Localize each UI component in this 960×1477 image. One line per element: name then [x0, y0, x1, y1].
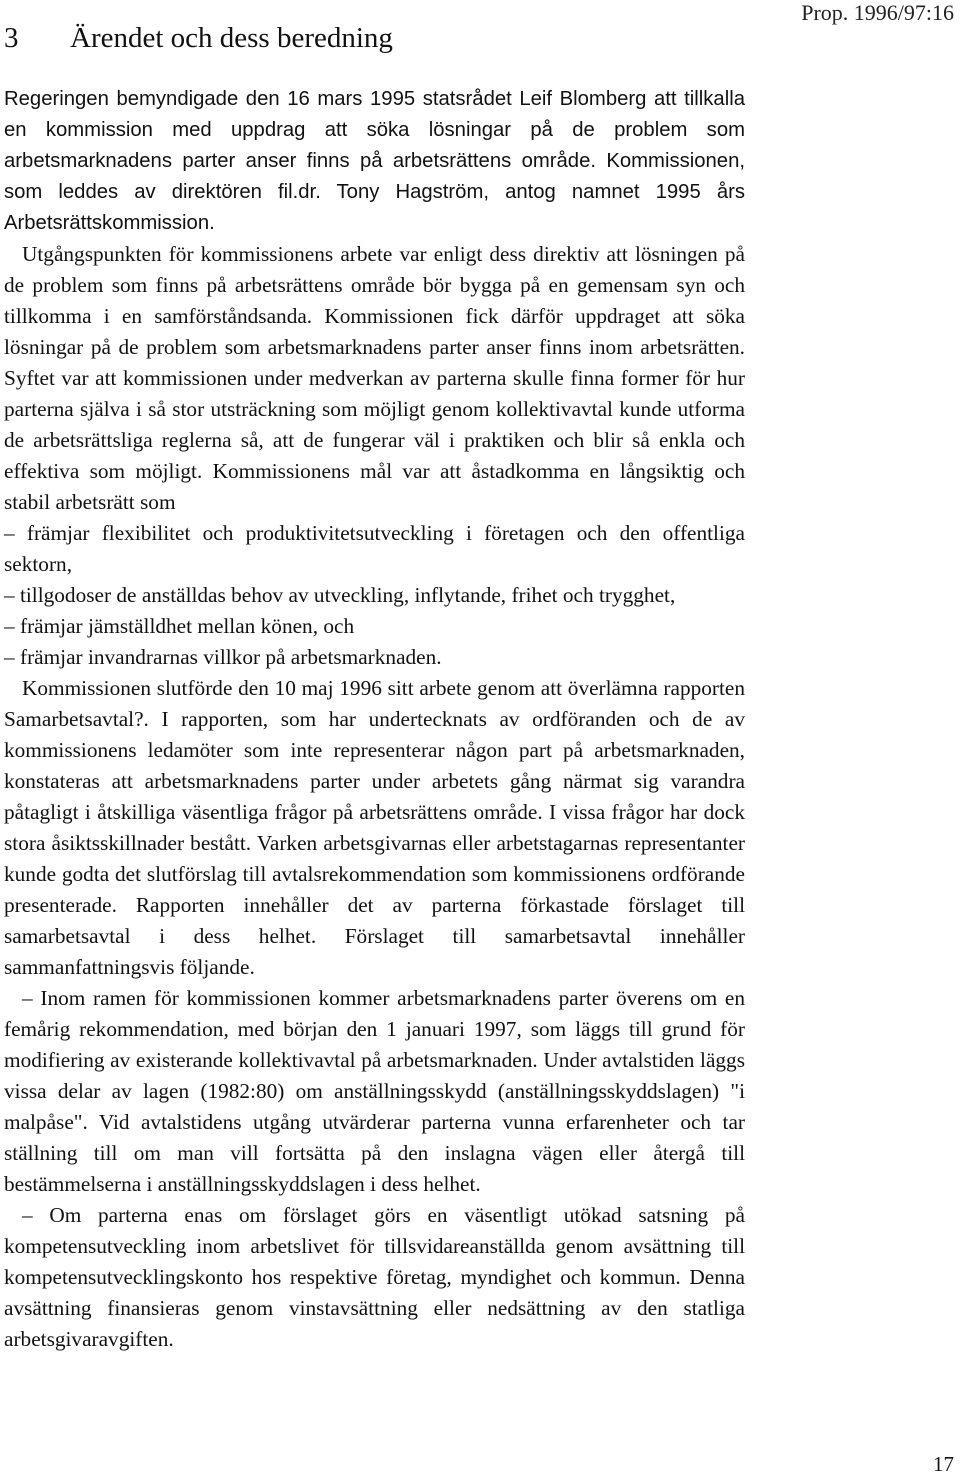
paragraph-proposal-2: – Om parterna enas om förslaget görs en väsentligt utökad satsning på kompetensutveckling inom arbetslivet för tillsvidareanställda genom avsättning till kompetensutvecklingskonto hos respektive företag, myndighet och kommun. Denna avsättning finansieras genom vinstavsättning eller nedsättning av den statliga arbetsgivaravgiften. [4, 1203, 745, 1351]
chapter-title: Ärendet och dess beredning [70, 22, 393, 54]
paragraph-starting-point: Utgångspunkten för kommissionens arbete var enligt dess direktiv att lösningen på de problem som finns på arbetsrättens område bör bygga på en gemensam syn och tillkomma i en samförståndsanda. Kommissionen fick därför uppdraget att söka lösningar på de problem som arbetsmarknadens parter anser finns inom arbetsrätten. Syftet var att kommissionen under medverkan av parterna skulle finna former för hur parterna själva i så stor utsträckning som möjligt genom kollektivavtal kunde utforma de arbetsrättsliga reglerna så, att de fungerar väl i praktiken och blir så enkla och effektiva som möjligt. Kommissionens mål var att åstadkomma en långsiktig och stabil arbetsrätt som [4, 242, 745, 514]
chapter-number: 3 [4, 22, 19, 54]
list-item: – främjar invandrarnas villkor på arbetsmarknaden. [4, 645, 442, 669]
list-item: – främjar jämställdhet mellan könen, och [4, 614, 355, 638]
document-reference: Prop. 1996/97:16 [801, 0, 954, 25]
paragraph-proposal-1: – Inom ramen för kommissionen kommer arbetsmarknadens parter överens om en femårig rekommendation, med början den 1 januari 1997, som läggs till grund för modifiering av existerande kollektivavtal på arbetsmarknaden. Under avtalstiden läggs vissa delar av lagen (1982:80) om anställningsskydd (anställningsskyddslagen) "i malpåse". Vid avtalstidens utgång utvärderar parterna vunna erfarenheter och tar ställning till om man vill fortsätta på den inslagna vägen eller återgå till bestämmelserna i anställningsskyddslagen i dess helhet. [4, 986, 745, 1196]
paragraph-intro: Regeringen bemyndigade den 16 mars 1995 statsrådet Leif Blomberg att tillkalla en kommission med uppdrag att söka lösningar på de problem som arbetsmarknadens parter anser finns på arbetsrättens område. Kommissionen, som leddes av direktören fil.dr. Tony Hagström, antog namnet 1995 års Arbetsrättskommission. [4, 88, 745, 234]
paragraph-report: Kommissionen slutförde den 10 maj 1996 sitt arbete genom att överlämna rapporten Samarbetsavtal?. I rapporten, som har undertecknats av ordföranden och de av kommissionens ledamöter som inte representerar någon part på arbetsmarknaden, konstateras att arbetsmarknadens parter under arbetets gång närmat sig varandra påtagligt i åtskilliga väsentliga frågor på arbetsrättens område. I vissa frågor har dock stora åsiktsskillnader bestått. Varken arbetsgivarnas eller arbetstagarnas representanter kunde godta det slutförslag till avtalsrekommendation som kommissionens ordförande presenterade. Rapporten innehåller det av parterna förkastade förslaget till samarbetsavtal i dess helhet. Förslaget till samarbetsavtal innehåller sammanfattningsvis följande. [4, 676, 745, 979]
list-item: – främjar flexibilitet och produktivitetsutveckling i företagen och den offentliga sektorn, [4, 521, 745, 576]
list-item: – tillgodoser de anställdas behov av utveckling, inflytande, frihet och trygghet, [4, 583, 676, 607]
page-number: 17 [933, 1452, 954, 1476]
body-text [4, 84, 745, 1355]
